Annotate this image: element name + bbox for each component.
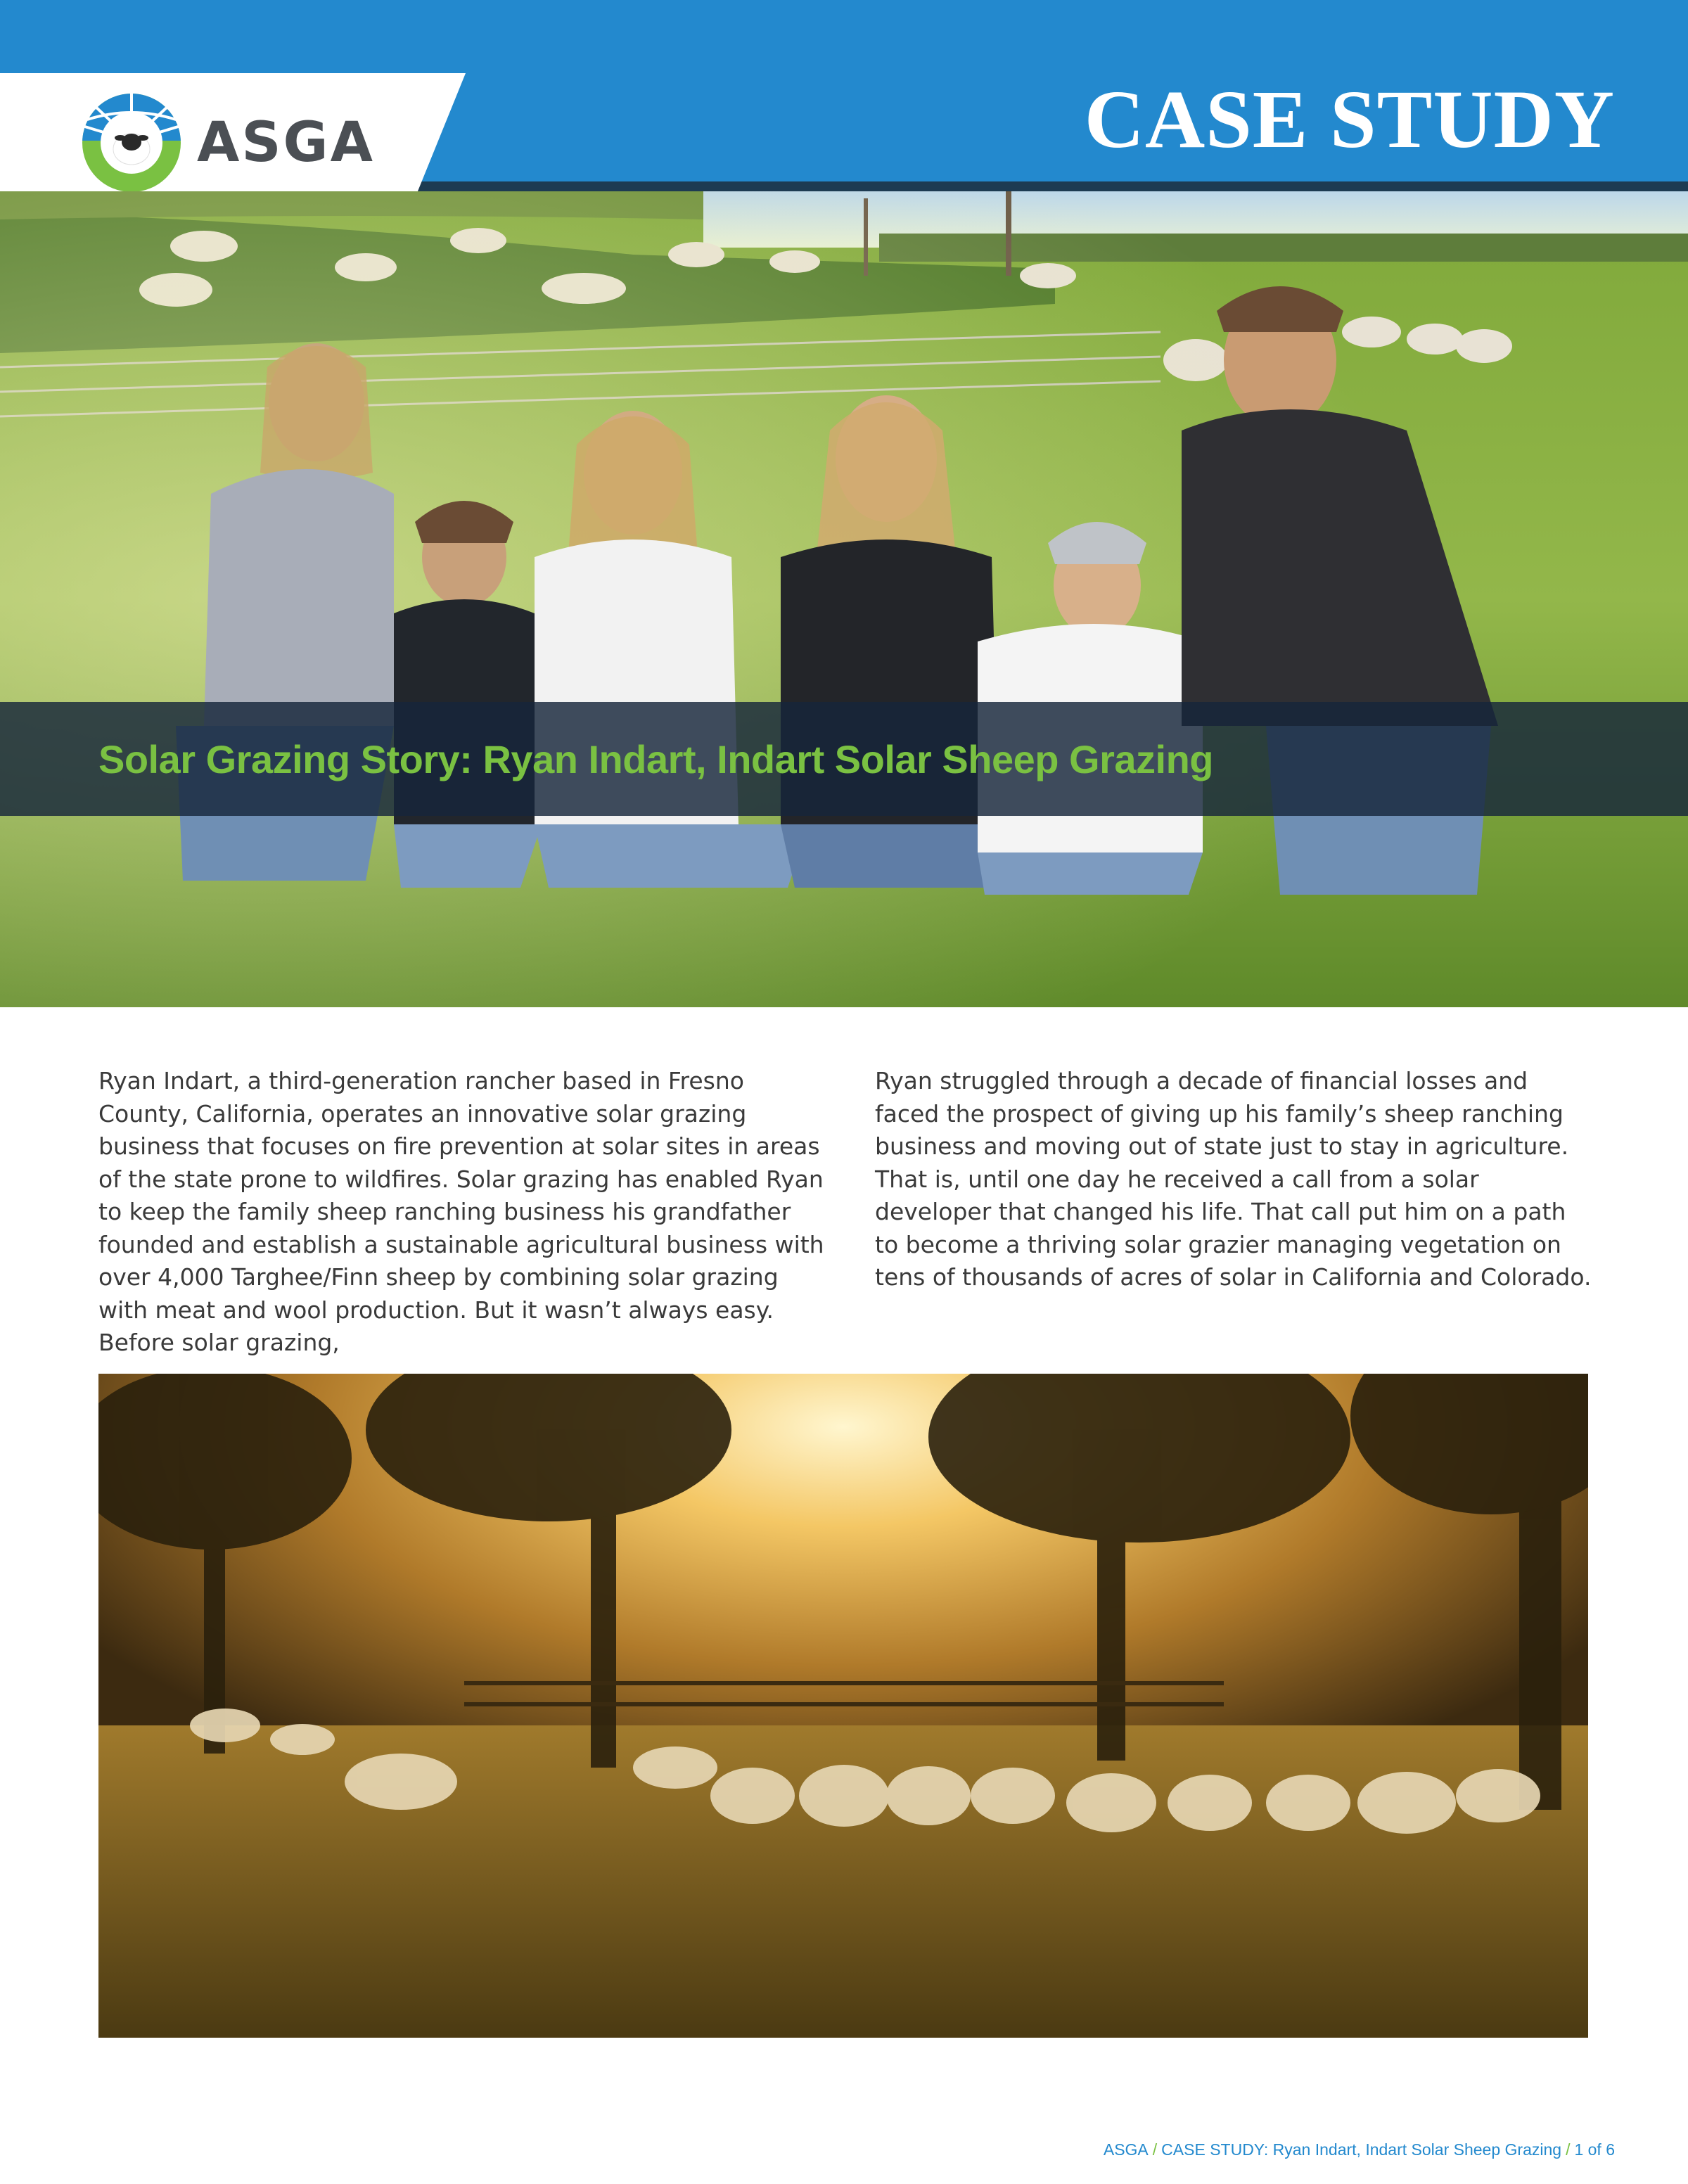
footer-doc-title: CASE STUDY: Ryan Indart, Indart Solar Sheep Grazing xyxy=(1161,2140,1562,2159)
sheep-sun-logo-icon xyxy=(80,91,183,194)
footer-page-number: 1 of 6 xyxy=(1574,2140,1615,2159)
logo-text: ASGA xyxy=(197,111,375,174)
body-paragraph-right: Ryan struggled through a decade of financial losses and faced the prospect of giving up his family’s sheep ranching business and moving out of state just to stay in agriculture. That is, until one day he received a call from a solar developer that changed his life. That call put him on a path to become a thriving solar grazier managing vegetation on tens of thousands of acres of solar in California and Colorado. xyxy=(875,1067,1592,1291)
footer-org: ASGA xyxy=(1103,2140,1149,2159)
body-paragraph-left: Ryan Indart, a third-generation rancher based in Fresno County, California, operates an innovative solar grazing business that focuses on fire prevention at solar sites in areas of the state prone to wildfires. Solar grazing has enabled Ryan to keep the family sheep ranching business his grandfather founded and establish a sustainable agricultural business with over 4,000 Targhee/Finn sheep by combining solar grazing with meat and wool production. But it wasn’t always easy. Before solar grazing, xyxy=(98,1067,824,1356)
sheep-flock-image xyxy=(98,1374,1588,2038)
family-photo-image xyxy=(0,191,1688,1007)
page-footer: ASGA / CASE STUDY: Ryan Indart, Indart Solar Sheep Grazing / 1 of 6 xyxy=(1103,2140,1615,2159)
hero-photo xyxy=(0,191,1688,1007)
body-column-left xyxy=(98,1065,830,1360)
story-heading: Solar Grazing Story: Ryan Indart, Indart Solar Sheep Grazing xyxy=(98,737,1213,781)
body-column-right xyxy=(875,1065,1592,1294)
sheep-sunset-photo xyxy=(98,1374,1588,2038)
page-title: CASE STUDY xyxy=(1084,73,1615,165)
